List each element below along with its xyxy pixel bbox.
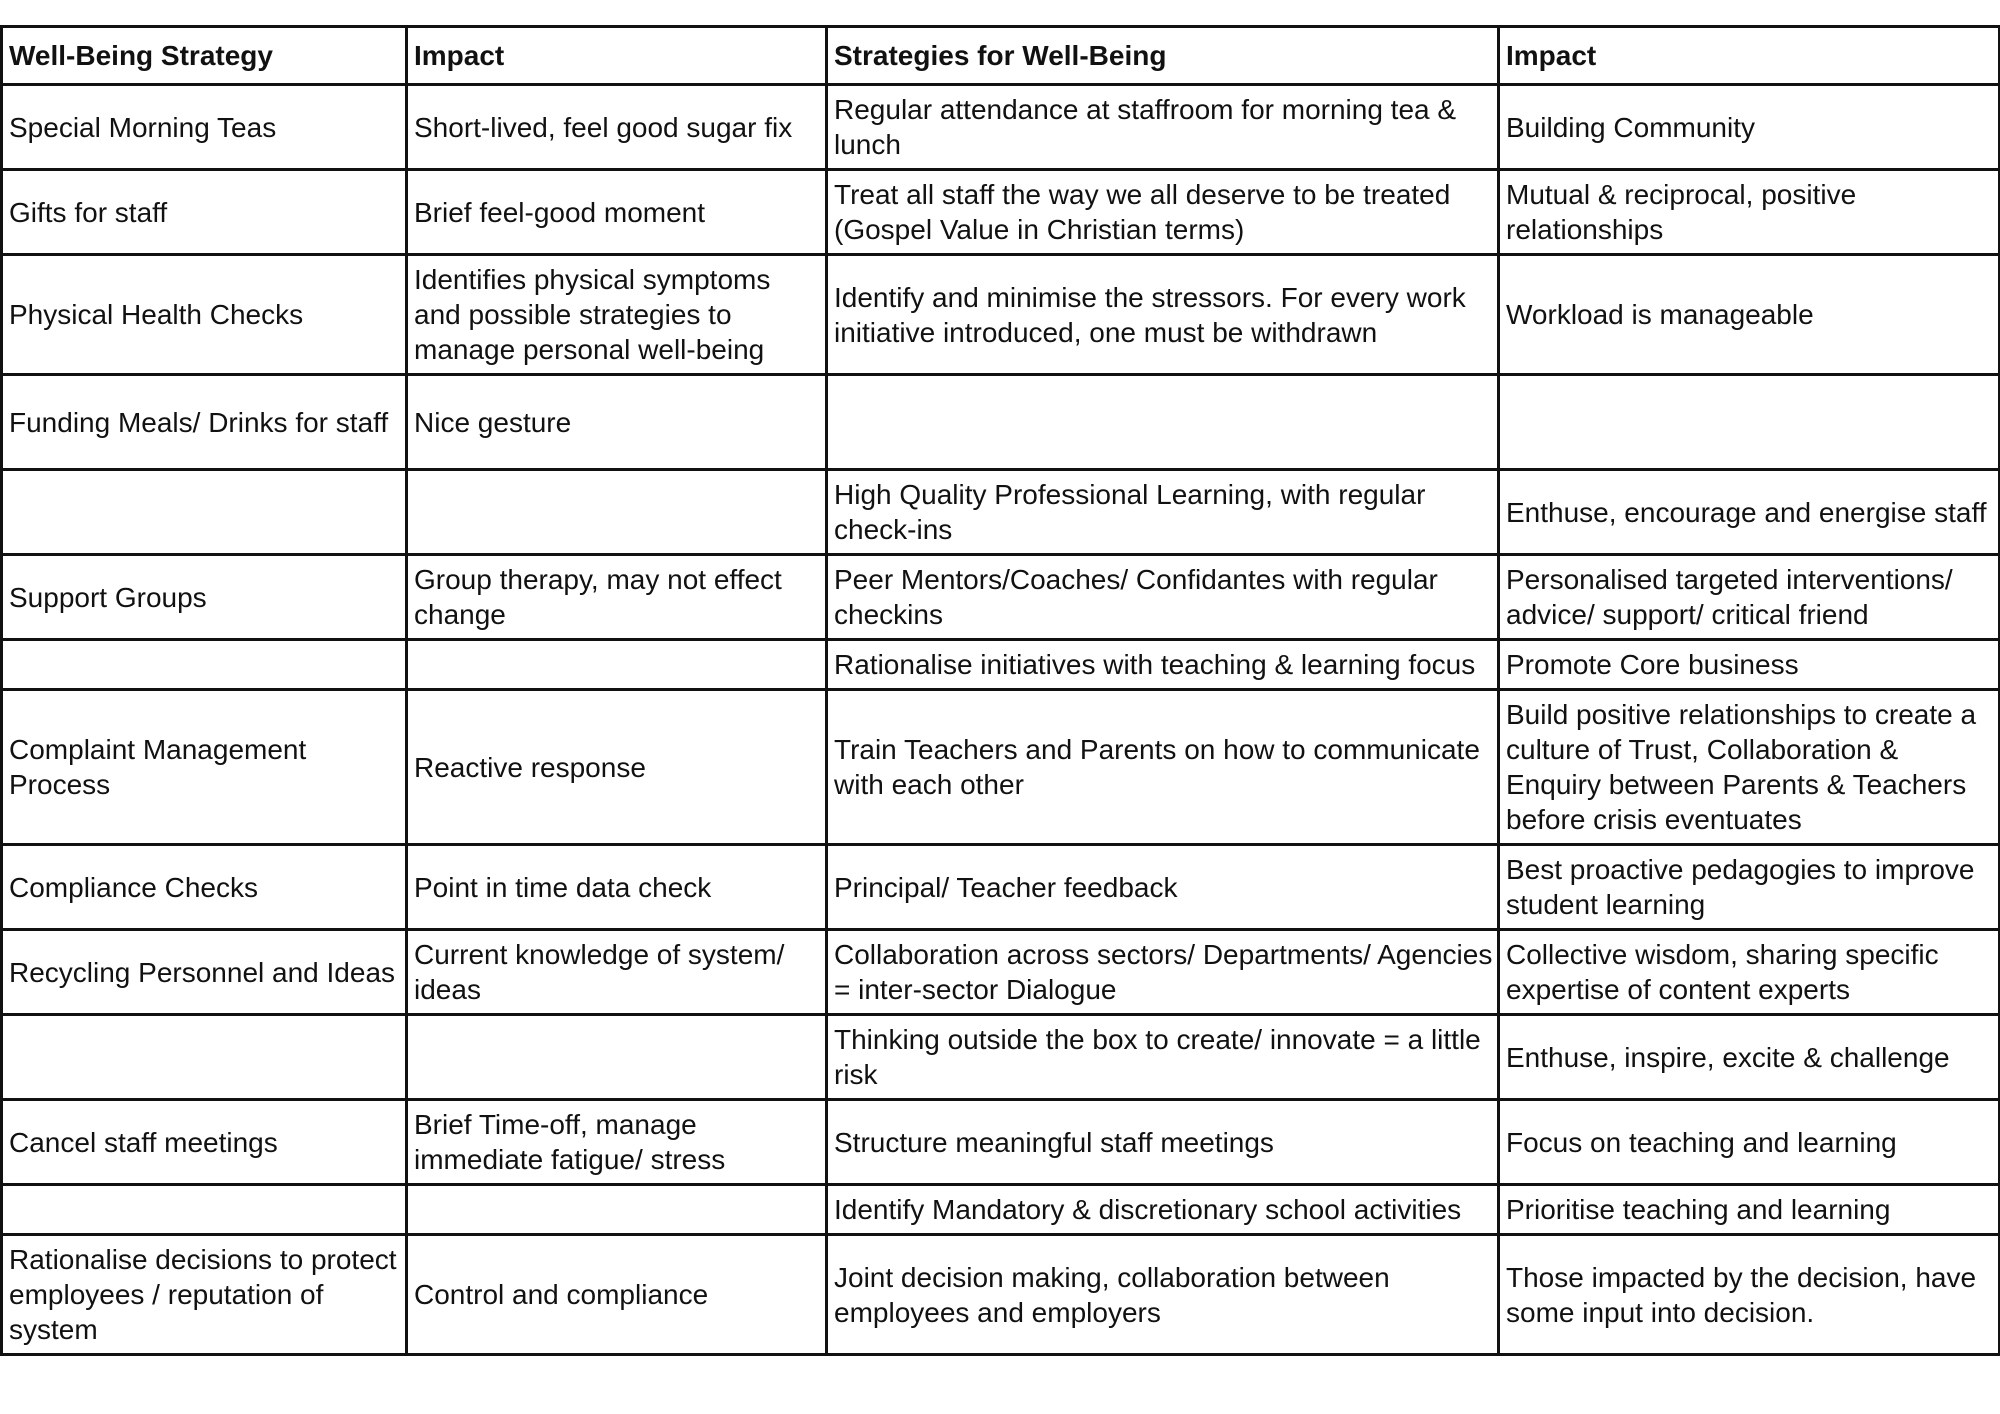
table-cell <box>2 1185 407 1235</box>
table-row <box>2 555 2000 640</box>
table-cell: Funding Meals/ Drinks for staff <box>2 375 407 470</box>
table-cell: Focus on teaching and learning <box>1499 1100 2000 1185</box>
table-cell: Nice gesture <box>407 375 827 470</box>
table-cell: Building Community <box>1499 85 2000 170</box>
table-cell: Identifies physical symptoms and possible strategies to manage personal well-being <box>407 255 827 375</box>
table-cell: Principal/ Teacher feedback <box>827 845 1499 930</box>
table-cell: Thinking outside the box to create/ innovate = a little risk <box>827 1015 1499 1100</box>
table-cell: Structure meaningful staff meetings <box>827 1100 1499 1185</box>
table-cell: Short-lived, feel good sugar fix <box>407 85 827 170</box>
table-row <box>2 1015 2000 1100</box>
table-cell: Special Morning Teas <box>2 85 407 170</box>
table-cell: Identify and minimise the stressors. For every work initiative introduced, one must be withdrawn <box>827 255 1499 375</box>
table-row <box>2 375 2000 470</box>
table-cell: Promote Core business <box>1499 640 2000 690</box>
table-cell <box>2 470 407 555</box>
table-row <box>2 470 2000 555</box>
table-row <box>2 1100 2000 1185</box>
table-cell: Point in time data check <box>407 845 827 930</box>
table-row <box>2 255 2000 375</box>
table-cell: Rationalise initiatives with teaching & learning focus <box>827 640 1499 690</box>
table-cell: Those impacted by the decision, have some input into decision. <box>1499 1235 2000 1355</box>
table-cell <box>1499 375 2000 470</box>
table-cell: Control and compliance <box>407 1235 827 1355</box>
table-row <box>2 930 2000 1015</box>
table-cell: Gifts for staff <box>2 170 407 255</box>
table-cell: Identify Mandatory & discretionary school activities <box>827 1185 1499 1235</box>
header-impact: Impact <box>407 27 827 85</box>
table-cell <box>407 1185 827 1235</box>
table-cell: Collective wisdom, sharing specific expertise of content experts <box>1499 930 2000 1015</box>
table-cell: Build positive relationships to create a culture of Trust, Collaboration & Enquiry between Parents & Teachers before crisis eventuates <box>1499 690 2000 845</box>
table-row <box>2 845 2000 930</box>
table-cell: Cancel staff meetings <box>2 1100 407 1185</box>
table-row <box>2 170 2000 255</box>
table-row <box>2 690 2000 845</box>
table-cell: Rationalise decisions to protect employees / reputation of system <box>2 1235 407 1355</box>
table-cell: Compliance Checks <box>2 845 407 930</box>
table-row <box>2 1185 2000 1235</box>
table-cell <box>407 470 827 555</box>
table-row <box>2 640 2000 690</box>
table-cell: Peer Mentors/Coaches/ Confidantes with regular checkins <box>827 555 1499 640</box>
table-cell <box>2 640 407 690</box>
table-cell: Enthuse, encourage and energise staff <box>1499 470 2000 555</box>
table-cell: Treat all staff the way we all deserve to be treated (Gospel Value in Christian terms) <box>827 170 1499 255</box>
table-cell <box>2 1015 407 1100</box>
table-cell: Regular attendance at staffroom for morning tea & lunch <box>827 85 1499 170</box>
table-cell: Complaint Management Process <box>2 690 407 845</box>
wellbeing-strategy-table <box>0 25 2000 1356</box>
table-cell <box>407 640 827 690</box>
table-cell: Workload is manageable <box>1499 255 2000 375</box>
header-well-being-strategy: Well-Being Strategy <box>2 27 407 85</box>
table-cell: Best proactive pedagogies to improve student learning <box>1499 845 2000 930</box>
table-row <box>2 85 2000 170</box>
table-header-row <box>2 27 2000 85</box>
table-cell: Brief Time-off, manage immediate fatigue/ stress <box>407 1100 827 1185</box>
table-cell: Group therapy, may not effect change <box>407 555 827 640</box>
wellbeing-table-container <box>0 25 1998 1356</box>
table-cell <box>407 1015 827 1100</box>
header-impact-2: Impact <box>1499 27 2000 85</box>
table-cell: Mutual & reciprocal, positive relationships <box>1499 170 2000 255</box>
table-cell: Reactive response <box>407 690 827 845</box>
table-cell <box>827 375 1499 470</box>
header-strategies-for-well-being: Strategies for Well-Being <box>827 27 1499 85</box>
table-cell: Train Teachers and Parents on how to communicate with each other <box>827 690 1499 845</box>
table-cell: Current knowledge of system/ ideas <box>407 930 827 1015</box>
table-cell: Physical Health Checks <box>2 255 407 375</box>
table-row <box>2 1235 2000 1355</box>
table-cell: Prioritise teaching and learning <box>1499 1185 2000 1235</box>
table-cell: Brief feel-good moment <box>407 170 827 255</box>
table-cell: Collaboration across sectors/ Departments/ Agencies = inter-sector Dialogue <box>827 930 1499 1015</box>
table-cell: Enthuse, inspire, excite & challenge <box>1499 1015 2000 1100</box>
table-cell: Support Groups <box>2 555 407 640</box>
table-cell: Recycling Personnel and Ideas <box>2 930 407 1015</box>
table-cell: Personalised targeted interventions/ advice/ support/ critical friend <box>1499 555 2000 640</box>
table-cell: Joint decision making, collaboration between employees and employers <box>827 1235 1499 1355</box>
table-cell: High Quality Professional Learning, with regular check-ins <box>827 470 1499 555</box>
